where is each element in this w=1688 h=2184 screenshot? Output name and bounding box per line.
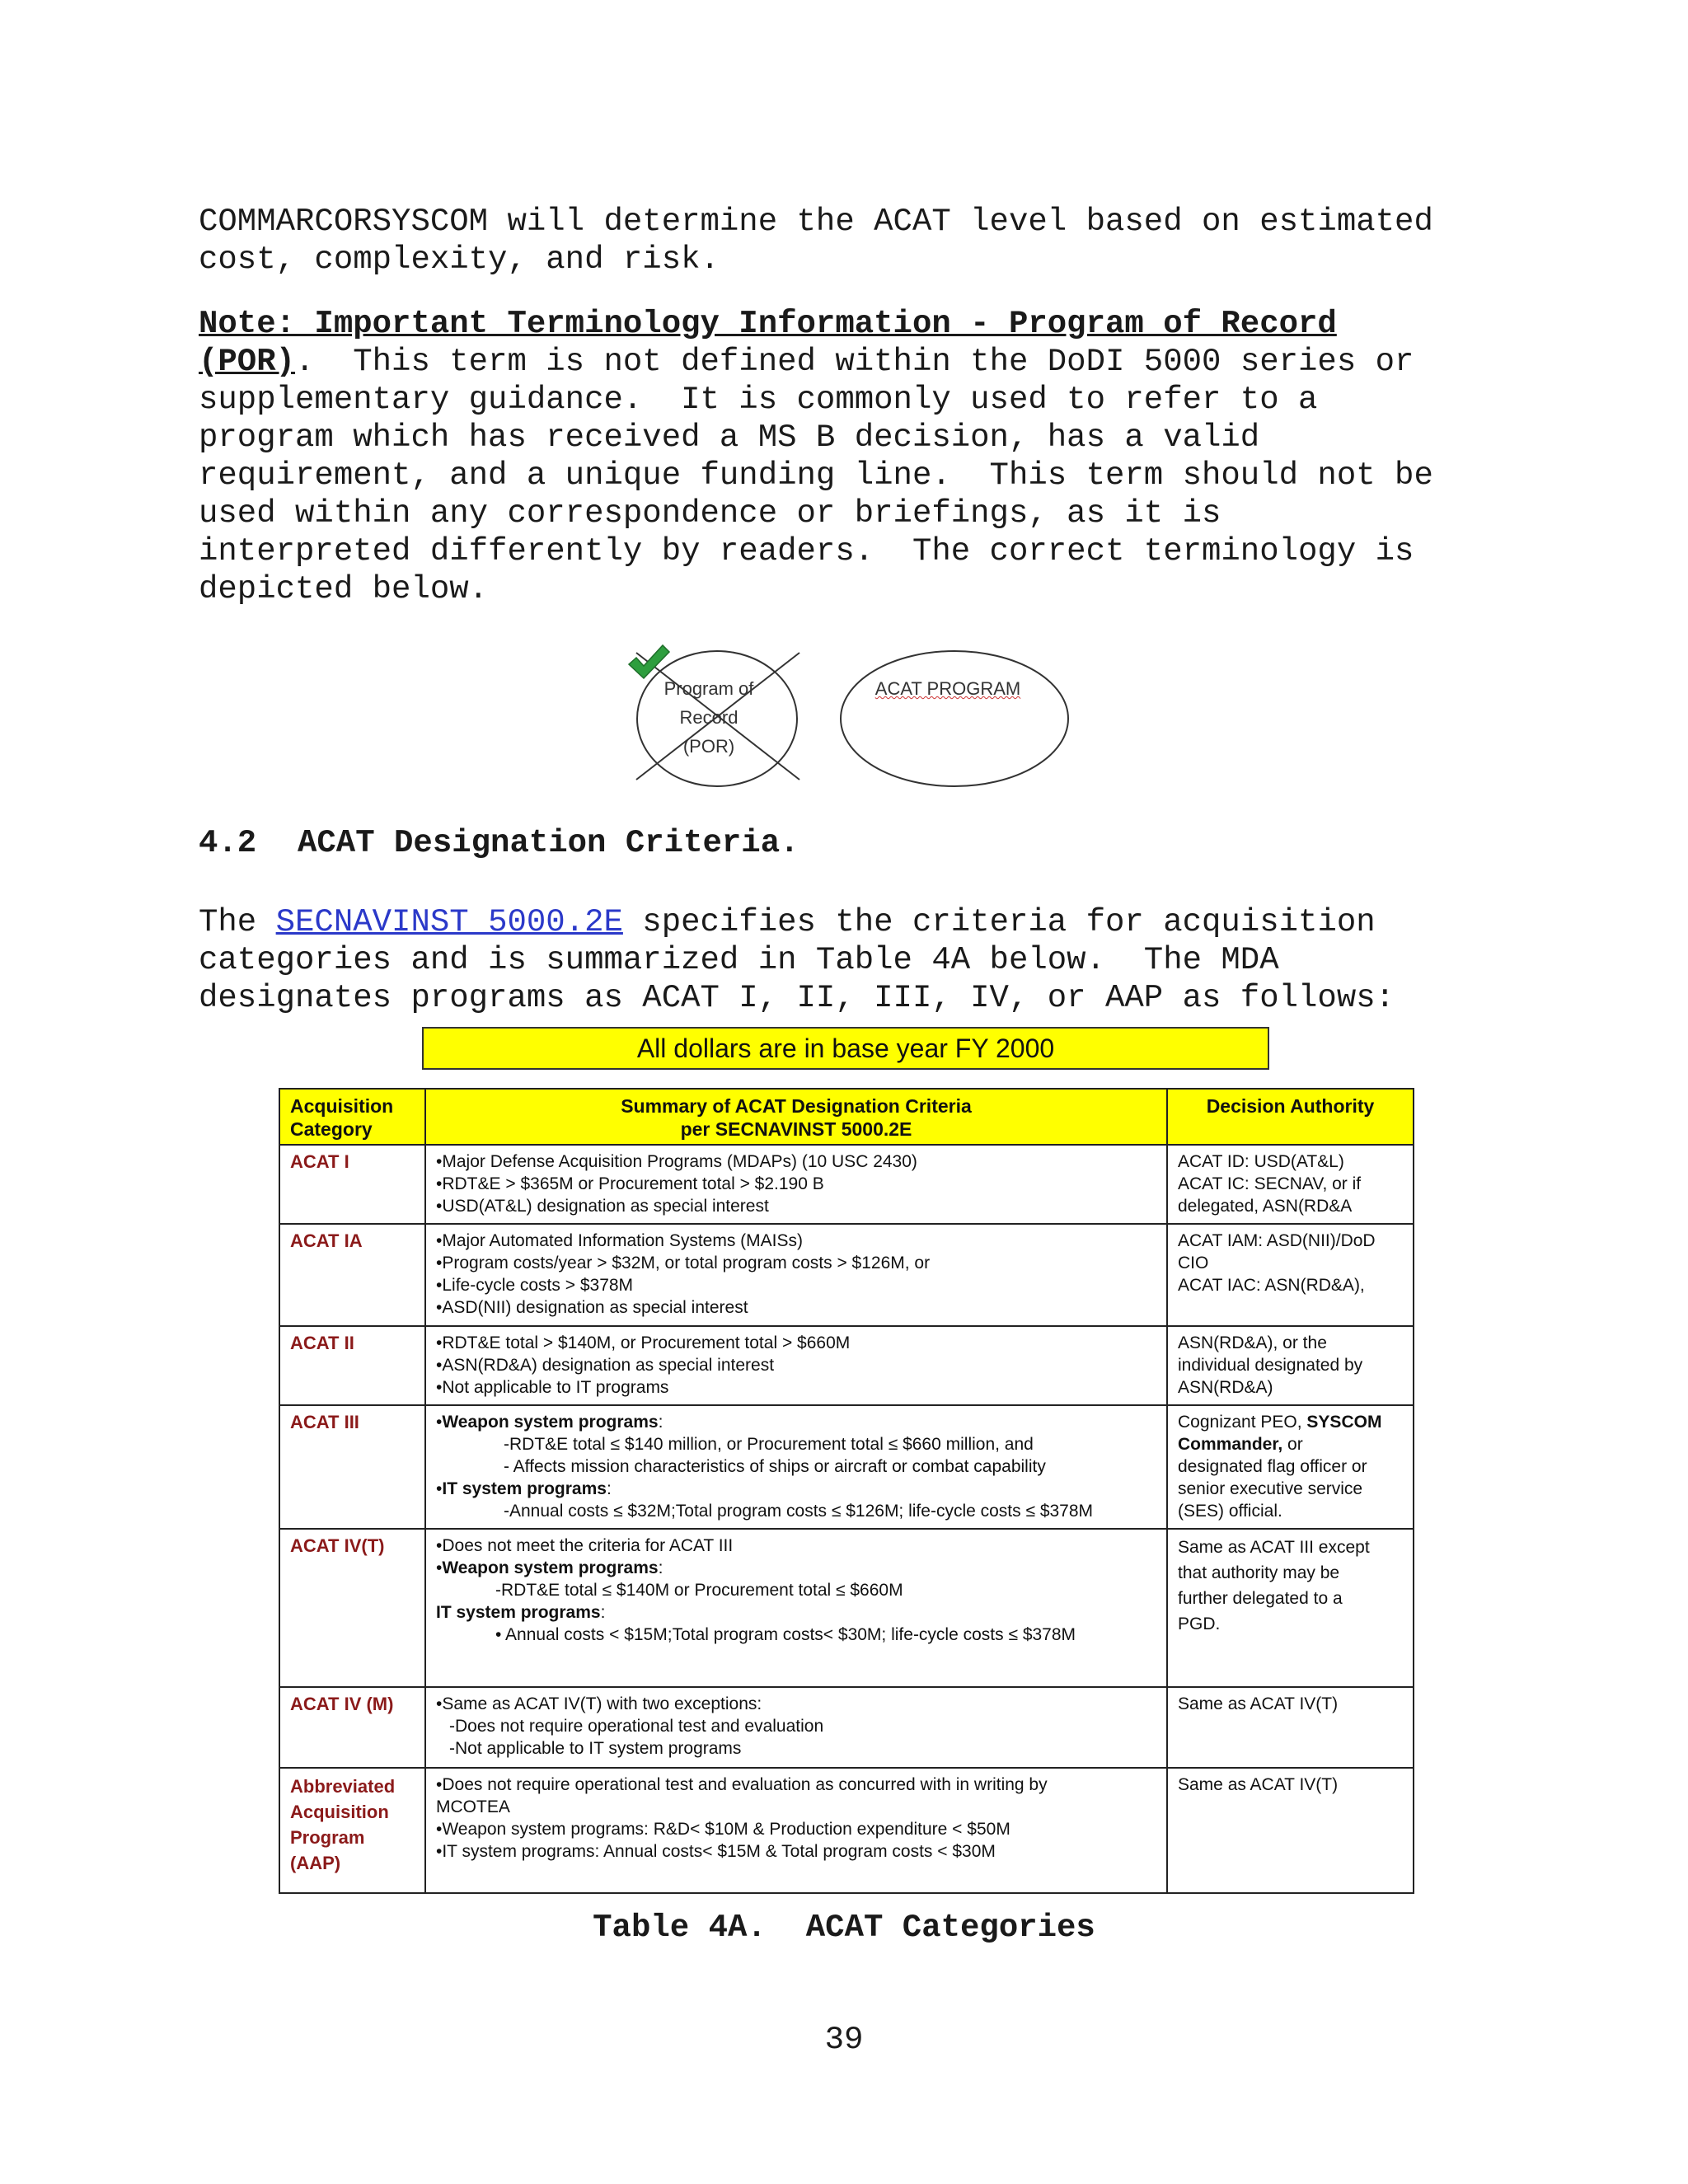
table-caption	[0, 1909, 1688, 1947]
checkmark-icon	[626, 643, 671, 681]
table-row	[279, 1687, 1414, 1768]
category-cell: ACAT IV(T)	[279, 1529, 425, 1687]
spec-line: The SECNAVINST 5000.2E specifies the criteria for acquisition	[199, 904, 1376, 940]
terminology-diagram	[626, 643, 1088, 799]
note-heading-line	[199, 305, 1501, 343]
por-label-line: (POR)	[682, 736, 735, 757]
note-line: interpreted differently by readers. The correct terminology is	[199, 533, 1414, 569]
spec-line: categories and is summarized in Table 4A below. The MDA	[199, 942, 1279, 978]
spec-line: designates programs as ACAT I, II, III, IV, or AAP as follows:	[199, 980, 1395, 1016]
caption-label: Table 4A.	[593, 1910, 767, 1946]
table-row	[279, 1529, 1414, 1687]
criteria-cell: •Weapon system programs: -RDT&E total ≤ $140 million, or Procurement total ≤ $660 million, and - Affects mission characteristics of ships or aircraft or combat capability •IT system programs: -Annual costs ≤ $32M;Total program costs ≤ $126M; life-cycle costs ≤ $378M	[425, 1405, 1167, 1529]
secnavinst-link[interactable]: SECNAVINST 5000.2E	[275, 904, 623, 940]
note-heading: Note: Important Terminology Information - Program of Record	[199, 306, 1337, 342]
category-cell: ACAT IA	[279, 1224, 425, 1326]
criteria-cell: •Does not require operational test and evaluation as concurred with in writing by MCOTEA •Weapon system programs: R&D< $10M & Production expenditure < $50M •IT system programs: Annual costs< $15M & Total program costs < $30M	[425, 1768, 1167, 1893]
section-title: ACAT Designation Criteria.	[298, 825, 799, 861]
por-label	[643, 674, 775, 761]
table-row	[279, 1145, 1414, 1224]
section-heading	[199, 824, 799, 862]
caption-title: ACAT Categories	[805, 1910, 1095, 1946]
section-number: 4.2	[199, 825, 257, 861]
criteria-cell: •Major Automated Information Systems (MAISs) •Program costs/year > $32M, or total program costs > $126M, or •Life-cycle costs > $378M •ASD(NII) designation as special interest	[425, 1224, 1167, 1326]
authority-cell: ACAT IAM: ASD(NII)/DoD CIO ACAT IAC: ASN(RD&A),	[1167, 1224, 1414, 1326]
por-label-line: Record	[679, 707, 738, 728]
note-heading-por: (POR)	[199, 344, 296, 380]
table-row	[279, 1224, 1414, 1326]
category-cell: ACAT IV (M)	[279, 1687, 425, 1768]
table-header-row	[279, 1089, 1414, 1145]
por-label-line: Program of	[663, 678, 754, 699]
note-paragraph	[199, 305, 1501, 608]
base-year-banner: All dollars are in base year FY 2000	[422, 1027, 1269, 1070]
note-line: requirement, and a unique funding line. This term should not be	[199, 457, 1433, 494]
category-cell: ACAT I	[279, 1145, 425, 1224]
authority-cell: ACAT ID: USD(AT&L) ACAT IC: SECNAV, or if delegated, ASN(RD&A	[1167, 1145, 1414, 1224]
table-row	[279, 1326, 1414, 1405]
intro-line: cost, complexity, and risk.	[199, 241, 720, 278]
authority-cell: ASN(RD&A), or the individual designated by ASN(RD&A)	[1167, 1326, 1414, 1405]
table-row	[279, 1405, 1414, 1529]
category-cell: ACAT III	[279, 1405, 425, 1529]
acat-program-oval	[841, 651, 1068, 786]
note-line: supplementary guidance. It is commonly used to refer to a	[199, 382, 1318, 418]
criteria-cell: •Does not meet the criteria for ACAT III •Weapon system programs: -RDT&E total ≤ $140M or Procurement total ≤ $660M IT system programs: • Annual costs < $15M;Total program costs< $30M; life-cycle costs ≤ $378M	[425, 1529, 1167, 1687]
note-text: . This term is not defined within the DoDI 5000 series or	[295, 344, 1414, 380]
note-line: used within any correspondence or briefings, as it is	[199, 495, 1221, 532]
criteria-cell: •Major Defense Acquisition Programs (MDAPs) (10 USC 2430) •RDT&E > $365M or Procurement total > $2.190 B •USD(AT&L) designation as special interest	[425, 1145, 1167, 1224]
header-summary: Summary of ACAT Designation Criteria per SECNAVINST 5000.2E	[425, 1089, 1167, 1145]
intro-line: COMMARCORSYSCOM will determine the ACAT level based on estimated	[199, 204, 1433, 240]
criteria-cell: •Same as ACAT IV(T) with two exceptions: -Does not require operational test and evaluation -Not applicable to IT system programs	[425, 1687, 1167, 1768]
acat-program-label: ACAT PROGRAM	[874, 678, 1021, 699]
header-authority: Decision Authority	[1167, 1089, 1414, 1145]
acat-table	[279, 1088, 1414, 1894]
note-line	[199, 343, 1501, 381]
authority-cell: Cognizant PEO, SYSCOM Commander, or designated flag officer or senior executive service (SES) official.	[1167, 1405, 1414, 1529]
authority-cell: Same as ACAT IV(T)	[1167, 1768, 1414, 1893]
category-cell: ACAT II	[279, 1326, 425, 1405]
note-line: program which has received a MS B decision, has a valid	[199, 419, 1260, 456]
table-row	[279, 1768, 1414, 1893]
page-number: 39	[824, 2022, 864, 2058]
note-line: depicted below.	[199, 571, 489, 607]
criteria-cell: •RDT&E total > $140M, or Procurement total > $660M •ASN(RD&A) designation as special interest •Not applicable to IT programs	[425, 1326, 1167, 1405]
category-cell: Abbreviated Acquisition Program (AAP)	[279, 1768, 425, 1893]
intro-paragraph	[199, 203, 1501, 279]
authority-cell: Same as ACAT III except that authority may be further delegated to a PGD.	[1167, 1529, 1414, 1687]
header-category: Acquisition Category	[279, 1089, 425, 1145]
spec-paragraph	[199, 903, 1501, 1017]
authority-cell: Same as ACAT IV(T)	[1167, 1687, 1414, 1768]
